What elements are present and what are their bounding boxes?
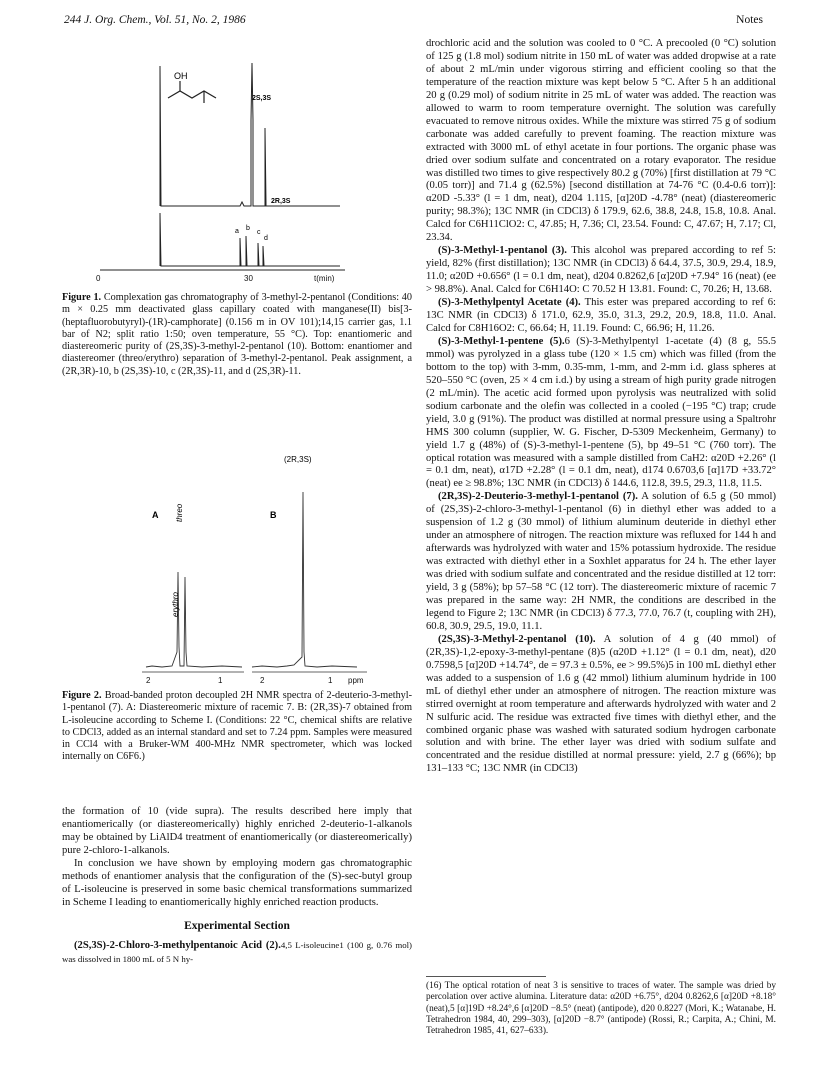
paragraph-compound-4 — [426, 297, 776, 336]
paragraph-compound-2 — [62, 939, 412, 967]
compound-3-text: This alcohol was prepared according to ref 5: yield, 82% (first distillation); 13C NMR (in CDCl3) δ 64.4, 37.5, 30.9, 29.4, 18.9, 11.0; α20D +0.656° (l = 0.1 dm, neat), d204 0.8262,6 [α]20D +7.94° 16 (neat) (ee > 98.8%). Anal. Calcd for C6H14O: C 70.52 H 13.81. Found: C, 70.26; H, 13.68. — [426, 245, 776, 296]
axis-b-tick-2: 2 — [260, 676, 265, 685]
compound-7-text: A solution of 6.5 g (50 mmol) of (2S,3S)-2-chloro-3-methyl-1-pentanol (6) in diethyl ether was added to a suspension of 1.2 g (30 mmol) of lithium aluminum deuteride in diethyl ether under an atmosphere of nitrogen. The reaction mixture was refluxed for 144 h and afterwards was hydrolyzed with water and 15% potassium hydroxide. The residue was extracted with diethyl ether in a Soxhlet apparatus for 24 h. The ether layer was dried with sodium sulfate and concentrated and the residue distilled at 12 torr: yield, 3 g (58%); bp 57–58 °C (12 torr). The diastereomeric mixture of racemic 7 was prepared in the same way: 2H NMR, the conditions are described in the legend to Figure 2; 13C NMR (in CDCl3) δ 77.3, 77.0, 76.7 (t, coupling with 2H), 60.8, 30.9, 29.5, 19.0, 11.1. — [426, 491, 776, 632]
spectrum-a-trace — [146, 572, 242, 667]
axis-tick-0: 0 — [96, 274, 101, 283]
peak-label-b: b — [246, 225, 250, 232]
compound-10-text: A solution of 4 g (40 mmol) of (2R,3S)-1,2-epoxy-3-methyl-pentane (8)5 (α20D +1.12° (l = 0.1 dm, neat), d20 0.7598,5 [α]20D +14.74°, de = 97.3 ± 0.5%, ee > 99.5%)5 in 100 mL diethyl ether was added to a suspension of 1.6 g (42 mmol) lithium aluminum hydride in 100 mL of diethyl ether under an atmosphere of nitrogen. The reaction mixture was stirred overnight at room temperature and afterwards hydrolyzed with water and 2 N sulfuric acid. The residue was extracted five times with diethyl ether, and the combined organic phase was washed with saturated sodium hydrogen carbonate solution and with brine. The ether layer was dried with sodium sulfate and concentrated and the residue distilled at normal pressure: yield, 2.7 g (66%); bp 131–133 °C; 13C NMR (in CDCl3) — [426, 633, 777, 775]
figure-2-caption — [62, 690, 412, 764]
figure-1-caption — [62, 292, 412, 378]
compound-5-heading: (S)-3-Methyl-1-pentene (5). — [438, 335, 565, 347]
figure-2-caption-title: Figure 2. — [62, 690, 102, 701]
axis-a-tick-2: 2 — [146, 676, 151, 685]
footnote-16: (16) The optical rotation of neat 3 is sensitive to traces of water. The sample was dried by percolation over active alumina. Literature data: α20D +6.75°, d204 0.8262,6 [α]20D +8.18° (neat),5 [α]19D +8.24°,6 [α]20D −8.5° (neat) (antipode), d20 0.8227 (Mori, K.; Watanabe, H. Tetrahedron 1984, 40, 299–303), [α]20D −8.7° (antipode) (Rossi, R.; Carpita, A.; Chini, M. Tetrahedron 1985, 41, 627–633). — [426, 981, 776, 1037]
figure-2-caption-text: Broad-banded proton decoupled 2H NMR spectra of 2-deuterio-3-methyl-1-pentanol (7). A: Diastereomeric mixture of racemic 7. B: (2R,3S)-7 obtained from L-isoleucine according to Scheme I. (Conditions: 22 °C, chemical shifts are relative to CDCl3, added as an internal standard and set to 7.24 ppm. Samples were measured in CCl4 with a Bruker-WM 400-MHz NMR spectrometer, which was locked internally on C6F6.) — [62, 690, 412, 763]
figure-2-nmr-spectra — [132, 452, 372, 682]
label-erythro: erythro — [171, 592, 180, 617]
footnote-block — [426, 976, 776, 1037]
footnote-rule — [426, 976, 546, 977]
right-body-text — [426, 38, 776, 776]
spectrum-label-a: A — [152, 510, 159, 520]
paragraph-conclusion: In conclusion we have shown by employing modern gas chromatographic methods of enantiomer analysis that the configuration of the (S)-sec-butyl group of L-isoleucine is preserved in some basic chemical transformations summarized in Scheme I leading to enantiomerically highly enriched reaction products. — [62, 857, 412, 908]
figure-1-axis-labels — [96, 274, 386, 286]
axis-b-tick-1: 1 — [328, 676, 333, 685]
compound-10-heading: (2S,3S)-3-Methyl-2-pentanol (10). — [438, 633, 596, 645]
spectrum-b-trace — [252, 492, 357, 667]
paragraph-compound-7 — [426, 491, 776, 633]
peak-label-2s3s: 2S,3S — [252, 95, 272, 102]
figure-1-chromatogram — [100, 58, 390, 273]
axis-tick-30: 30 — [244, 274, 253, 283]
peak-label-c: c — [257, 229, 261, 236]
left-body-text — [62, 806, 412, 966]
molecule-oh-label: OH — [174, 71, 188, 81]
figure-1-caption-text: Complexation gas chromatography of 3-methyl-2-pentanol (Conditions: 40 m × 0.25 mm deactivated glass capillary coated with manganese(II) bis[3-(heptafluorobutyryl)-(1R)-camphorate] (0.156 m in OV 101);14,15 carrier gas, 1.1 bar of N2; split ratio 1:50; oven temperature, 55 °C). Top: enantiomeric and diastereomeric purity of (2S,3S)-3-methyl-2-pentanol (10). Bottom: enantiomer and diastereomer (threo/erythro) separation of 3-methyl-2-pentanol. Peak assignment, a (2R,3R)-10, b (2S,3S)-10, c (2R,3S)-11, and d (2S,3R)-11. — [62, 292, 412, 377]
spectrum-label-b: B — [270, 510, 277, 520]
paragraph-compound-10 — [426, 634, 776, 776]
compound-2-text: 4,5 L-isoleucine1 (100 g, 0.76 mol) was dissolved in 1800 mL of 5 N hy- — [62, 939, 412, 964]
compound-4-text: This ester was prepared according to ref 6: 13C NMR (in CDCl3) δ 171.0, 62.9, 35.0, 31.3, 29.2, 20.9, 18.8, 11.0. Anal. Calcd for C8H16O2: C, 66.64; H, 11.19. Found: C, 66.96; H, 11.26. — [426, 297, 776, 334]
chromatogram-trace-top — [160, 63, 340, 206]
compound-4-heading: (S)-3-Methylpentyl Acetate (4). — [438, 297, 581, 309]
chromatogram-trace-bottom — [160, 213, 340, 266]
compound-7-heading: (2R,3S)-2-Deuterio-3-methyl-1-pentanol (7). — [438, 491, 638, 503]
paragraph-results: the formation of 10 (vide supra). The results described here imply that enantiomerically (or diastereomerically) highly enriched 2-deuterio-1-alkanols may be obtained by LiAlD4 treatment of enantiomerically (or diastereomerically) pure 2-chloro-1-alkanols. — [62, 806, 412, 856]
compound-5-text: 6 (S)-3-Methylpentyl 1-acetate (4) (8 g, 55.5 mmol) was pyrolyzed in a glass tube (120 × 1.5 cm) which was filled (from the bottom to the top) with 3-mm, 0.35-mm, 1-mm, and 2-mm i.d. glass spheres at 520–550 °C (oven, 25 × 4 cm i.d.) by using a stream of high purity grade nitrogen (2 mL/min). The acetic acid formed upon pyrolysis was neutralized with solid sodium carbonate and the olefin was collected in a cooled (−195 °C) trap; crude yield, 3.0 g (91%). The product was distilled at normal pressure using a Spaltrohr HMS 300 column (supplier, W. G. Fischer, D-5309 Meckenheim, Germany) to yield 1.7 g (48%) of (S)-3-methyl-1-pentene (5), bp 49–51 °C (760 torr). The optical rotation was measured with a sample distilled from CaH2: α20D +2.26° (l = 0.1 dm, neat), α17D +2.28° (l = 0.1 dm, neat), d174 0.6703,6 [α]17D +33.72° (neat) ee ≥ 98.8%; 13C NMR (in CDCl3) δ 144.6, 112.8, 39.5, 29.3, 11.8, 11.5. — [426, 335, 776, 490]
running-head: 244 J. Org. Chem., Vol. 51, No. 2, 1986 — [64, 14, 246, 26]
compound-2-heading: (2S,3S)-2-Chloro-3-methylpentanoic Acid (2). — [74, 939, 281, 951]
axis-a-tick-1: 1 — [218, 676, 223, 685]
section-label: Notes — [736, 14, 763, 26]
label-2r3s: (2R,3S) — [284, 455, 312, 464]
label-threo: threo — [175, 503, 184, 522]
paragraph-compound-5 — [426, 336, 776, 491]
axis-unit-ppm: ppm — [348, 676, 364, 685]
figure-1-caption-title: Figure 1. — [62, 292, 102, 303]
paragraph-procedure-2: drochloric acid and the solution was cooled to 0 °C. A precooled (0 °C) solution of 125 g (1.8 mol) sodium nitrite in 150 mL of water was added dropwise at a rate of about 2 mL/min under vigorous stirring and efficient cooling so that the temperature of the reaction mixture was kept below 5 °C. After 5 h an additional 20 g (0.29 mol) of sodium nitrite in 25 mL of water was added. The reaction was allowed to warm to room temperature overnight. The solution was carefully evacuated to remove nitrous oxides. While the mixture was stirred 75 g of sodium carbonate was added carefully to prevent foaming. The reaction mixture was extracted with 3000 mL of ethyl acetate in four portions. The organic phase was dried over sodium sulfate and concentrated on a rotary evaporator. The residue was distilled two times to give respectively 80.2 g (70%) [first distillation at 79 °C (0.05 torr)] and 71.4 g (62.5%) [second distillation at 74-76 °C (0.4-0.6 torr)]: α20D -5.33° (l = 1 dm, neat), d204 1.115, [α]20D -4.78° (neat) (diastereomeric purity; 98.3%); 13C NMR (in CDCl3) δ 179.9, 62.6, 38.8, 24.8, 15.8, 10.8. Anal. Calcd for C6H11ClO2: C, 47.85; H, 7.36; Cl, 23.54. Found: C, 47.67; H, 7.17; Cl, 23.34. — [426, 38, 776, 244]
axis-unit: t(min) — [314, 274, 335, 283]
figure-2-axis-labels — [132, 676, 372, 688]
peak-label-d: d — [264, 235, 268, 242]
paragraph-compound-3 — [426, 245, 776, 297]
experimental-section-heading: Experimental Section — [184, 919, 290, 932]
molecule-structure — [168, 91, 216, 98]
peak-label-a: a — [235, 228, 239, 235]
peak-label-2r3s: 2R,3S — [271, 198, 291, 205]
compound-3-heading: (S)-3-Methyl-1-pentanol (3). — [438, 245, 567, 257]
